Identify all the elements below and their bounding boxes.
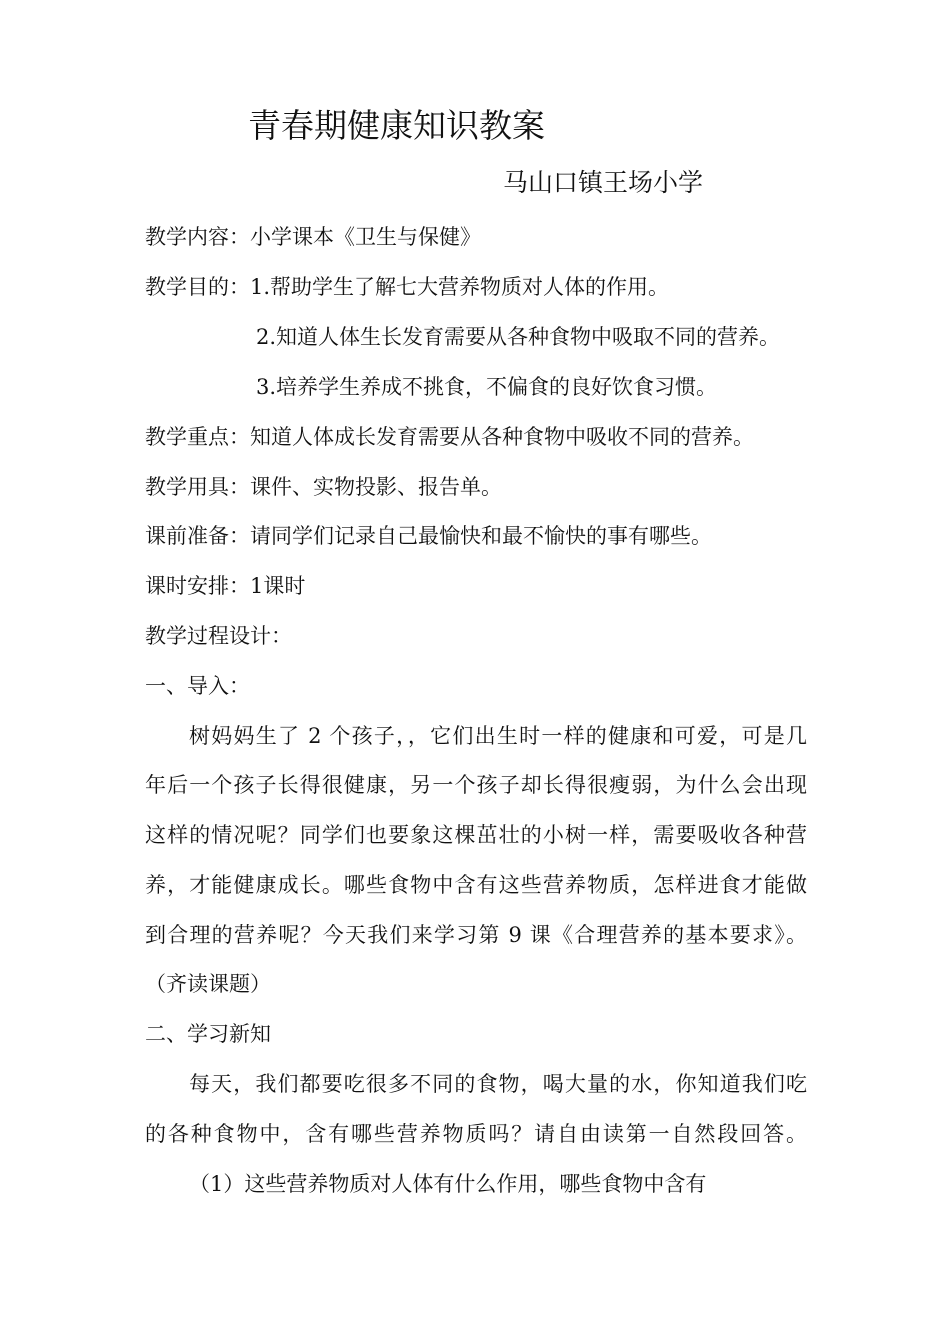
section-intro-heading: 一、导入： [145,674,250,698]
intro-paragraph-line: 年后一个孩子长得很健康，另一个孩子却长得很瘦弱，为什么会出现 [145,773,807,797]
teaching-goal-2: 2.知道人体生长发育需要从各种食物中吸取不同的营养。 [256,325,781,349]
new-paragraph-line: （1）这些营养物质对人体有什么作用，哪些食物中含有 [189,1172,707,1196]
intro-paragraph-line: （齐读课题） [145,972,271,996]
teaching-goal-1: 教学目的：1.帮助学生了解七大营养物质对人体的作用。 [145,275,670,299]
teaching-content: 教学内容：小学课本《卫生与保健》 [145,225,481,249]
intro-paragraph-line: 这样的情况呢？同学们也要象这棵茁壮的小树一样，需要吸收各种营 [145,823,807,847]
teaching-tools: 教学用具：课件、实物投影、报告单。 [145,475,502,499]
new-paragraph-line: 的各种食物中，含有哪些营养物质吗？请自由读第一自然段回答。 [145,1122,807,1146]
teaching-goal-3: 3.培养学生养成不挑食，不偏食的良好饮食习惯。 [256,375,718,399]
new-paragraph-line: 每天，我们都要吃很多不同的食物，喝大量的水，你知道我们吃 [189,1072,807,1096]
school-name: 马山口镇王场小学 [503,168,704,197]
intro-paragraph-line: 树妈妈生了 2 个孩子，，它们出生时一样的健康和可爱，可是几 [189,724,807,748]
class-schedule: 课时安排：1课时 [145,574,306,598]
document-title: 青春期健康知识教案 [248,106,545,145]
intro-paragraph-line: 到合理的营养呢？今天我们来学习第 9 课《合理营养的基本要求》。 [145,923,807,947]
section-new-heading: 二、学习新知 [145,1022,271,1046]
process-heading: 教学过程设计： [145,624,292,648]
teaching-focus: 教学重点：知道人体成长发育需要从各种食物中吸收不同的营养。 [145,425,754,449]
class-preparation: 课前准备：请同学们记录自己最愉快和最不愉快的事有哪些。 [145,524,712,548]
intro-paragraph-line: 养，才能健康成长。哪些食物中含有这些营养物质，怎样进食才能做 [145,873,807,897]
